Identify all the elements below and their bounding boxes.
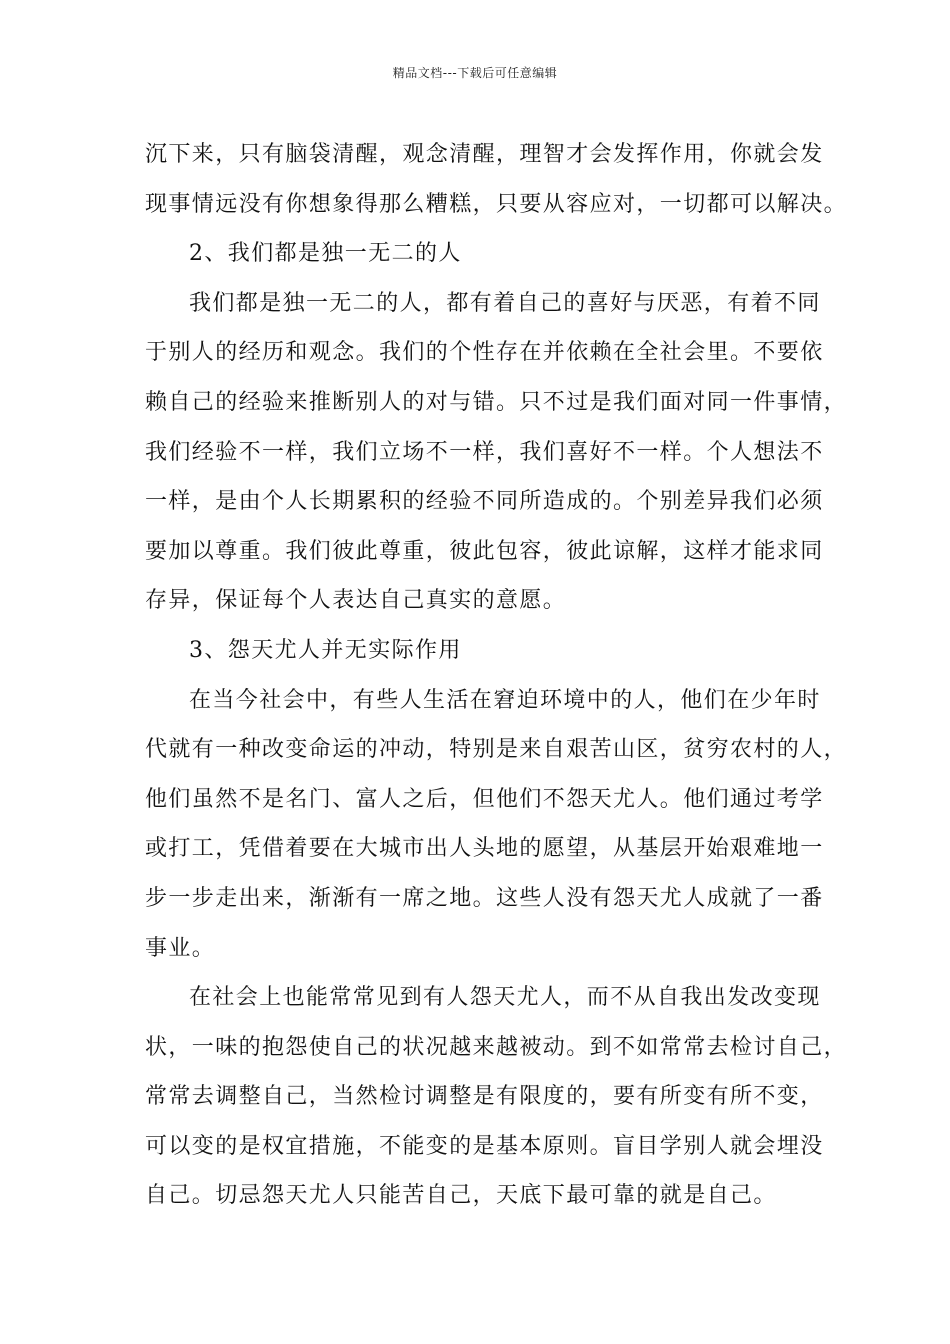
text-line: 我们经验不一样，我们立场不一样，我们喜好不一样。个人想法不 [145, 439, 824, 465]
section-heading: 3、怨天尤人并无实际作用 [189, 637, 462, 663]
text-line: 要加以尊重。我们彼此尊重，彼此包容，彼此谅解，这样才能求同 [145, 538, 824, 564]
text-line: 沉下来，只有脑袋清醒，观念清醒，理智才会发挥作用，你就会发 [145, 142, 824, 167]
text-line: 事业。 [145, 935, 216, 961]
text-line: 一样，是由个人长期累积的经验不同所造成的。个别差异我们必须 [145, 489, 824, 515]
text-line: 现事情远没有你想象得那么糟糕，只要从容应对，一切都可以解决。 [145, 191, 848, 217]
text-line: 常常去调整自己，当然检讨调整是有限度的，要有所变有所不变， [145, 1084, 824, 1110]
text-line: 他们虽然不是名门、富人之后，但他们不怨天尤人。他们通过考学 [145, 786, 824, 812]
text-line: 状，一味的抱怨使自己的状况越来越被动。到不如常常去检讨自己， [145, 1034, 848, 1060]
text-line: 代就有一种改变命运的冲动，特别是来自艰苦山区，贫穷农村的人， [145, 737, 848, 763]
text-line: 自己。切忌怨天尤人只能苦自己，天底下最可靠的就是自己。 [145, 1183, 777, 1209]
text-line: 在当今社会中，有些人生活在窘迫环境中的人，他们在少年时 [189, 687, 821, 713]
text-line: 我们都是独一无二的人，都有着自己的喜好与厌恶，有着不同 [189, 290, 821, 316]
text-line: 在社会上也能常常见到有人怨天尤人，而不从自我出发改变现 [189, 985, 821, 1011]
section-heading: 2、我们都是独一无二的人 [189, 241, 462, 267]
text-line: 步一步走出来，渐渐有一席之地。这些人没有怨天尤人成就了一番 [145, 885, 824, 911]
text-line: 于别人的经历和观念。我们的个性存在并依赖在全社会里。不要依 [145, 340, 824, 366]
text-line: 可以变的是权宜措施，不能变的是基本原则。盲目学别人就会埋没 [145, 1133, 824, 1159]
text-line: 赖自己的经验来推断别人的对与错。只不过是我们面对同一件事情， [145, 389, 848, 415]
document-body [145, 130, 848, 1221]
page-header: 精品文档---下载后可任意编辑 [392, 66, 558, 80]
text-line: 存异，保证每个人表达自己真实的意愿。 [145, 588, 567, 614]
text-line: 或打工，凭借着要在大城市出人头地的愿望，从基层开始艰难地一 [145, 836, 824, 862]
